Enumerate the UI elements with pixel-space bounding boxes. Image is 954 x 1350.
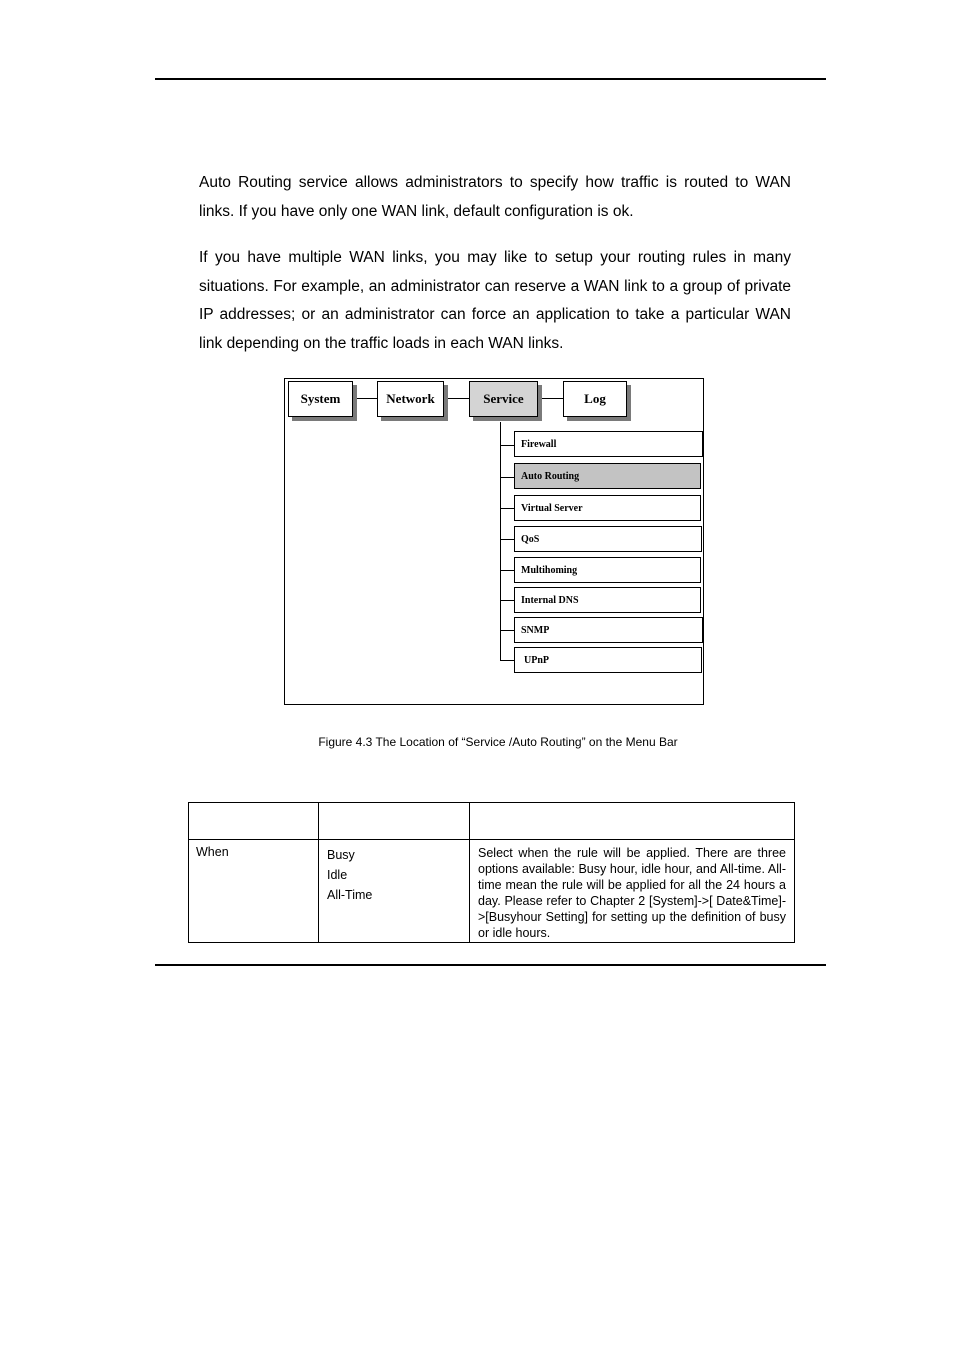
footer-rule — [155, 964, 826, 966]
menu-connector — [538, 398, 563, 399]
figure-caption: Figure 4.3 The Location of “Service /Auto Routing” on the Menu Bar — [318, 735, 678, 749]
submenu-internal-dns[interactable]: Internal DNS — [514, 587, 701, 613]
table-header-cell — [189, 803, 319, 840]
submenu-trunk-line — [500, 422, 501, 661]
table-header-cell — [470, 803, 795, 840]
submenu-auto-routing[interactable]: Auto Routing — [514, 463, 701, 489]
intro-paragraph-2: If you have multiple WAN links, you may like to setup your routing rules in many situations. For example, an administrator can reserve a WAN link to a group of private IP addresses; or an administrator can force an application to take a particular WAN link depending on the traffic loads in each WAN links. — [199, 249, 791, 352]
intro-paragraph-1: Auto Routing service allows administrators to specify how traffic is routed to WAN links. If you have only one WAN link, default configuration is ok. — [199, 174, 791, 220]
submenu-branch — [500, 477, 514, 478]
menu-service-button[interactable]: Service — [469, 381, 538, 417]
submenu-branch — [500, 539, 514, 540]
submenu-firewall[interactable]: Firewall — [514, 431, 703, 457]
menu-connector — [444, 398, 469, 399]
submenu-qos[interactable]: QoS — [514, 526, 702, 552]
header-rule — [155, 78, 826, 80]
table-header-cell — [319, 803, 470, 840]
submenu-snmp[interactable]: SNMP — [514, 617, 703, 643]
option-value: All-Time — [327, 888, 373, 902]
menu-system-button[interactable]: System — [288, 381, 353, 417]
submenu-branch — [500, 508, 514, 509]
parameters-table — [188, 802, 795, 943]
submenu-multihoming[interactable]: Multihoming — [514, 557, 701, 583]
submenu-branch — [500, 660, 514, 661]
menu-network-button[interactable]: Network — [377, 381, 444, 417]
submenu-branch — [500, 600, 514, 601]
submenu-branch — [500, 445, 514, 446]
row-name-cell: When — [189, 840, 319, 943]
row-description-cell: Select when the rule will be applied. There are three options available: Busy hour, idle hour, and All-time. All-time mean the rule will be applied for all the 24 hours a day. Please refer to Chapter 2 [System]->[ Date&Time]->[Busyhour Setting] for setting up the definition of busy or idle hours. — [470, 840, 795, 943]
menu-connector — [353, 398, 377, 399]
row-options-cell — [319, 840, 470, 943]
submenu-virtual-server[interactable]: Virtual Server — [514, 495, 701, 521]
submenu-branch — [500, 630, 514, 631]
submenu-branch — [500, 570, 514, 571]
menu-log-button[interactable]: Log — [563, 381, 627, 417]
option-value: Busy — [327, 848, 355, 862]
submenu-upnp[interactable]: UPnP — [514, 647, 702, 673]
option-value: Idle — [327, 868, 348, 882]
table-row — [189, 840, 795, 943]
table-header-row — [189, 803, 795, 840]
